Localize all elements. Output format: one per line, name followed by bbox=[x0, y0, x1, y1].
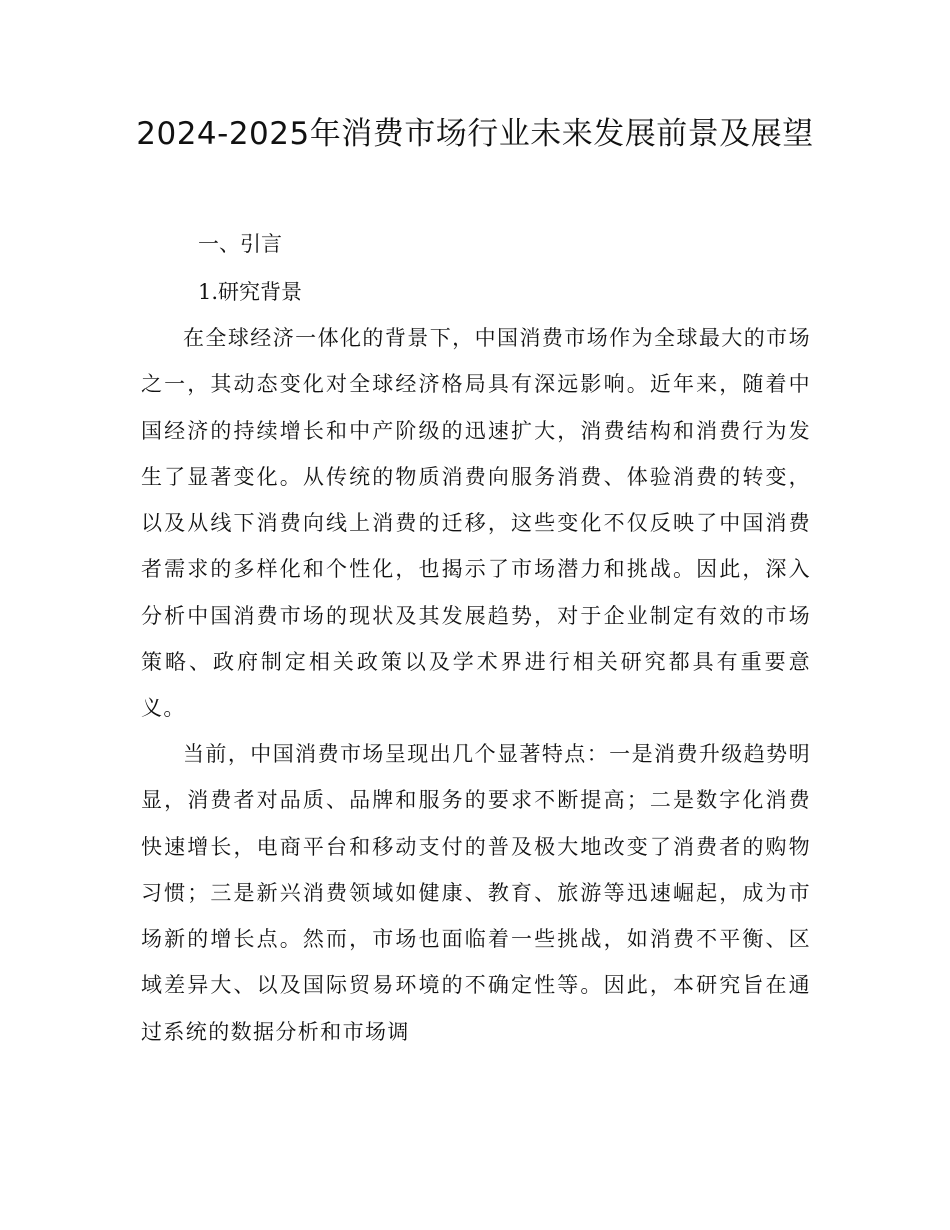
body-paragraph: 在全球经济一体化的背景下，中国消费市场作为全球最大的市场之一，其动态变化对全球经济格局具有深远影响。近年来，随着中国经济的持续增长和中产阶级的迅速扩大，消费结构和消费行为发生了显著变化。从传统的物质消费向服务消费、体验消费的转变，以及从线下消费向线上消费的迁移，这些变化不仅反映了中国消费者需求的多样化和个性化，也揭示了市场潜力和挑战。因此，深入分析中国消费市场的现状及其发展趋势，对于企业制定有效的市场策略、政府制定相关政策以及学术界进行相关研究都具有重要意义。 bbox=[141, 326, 811, 721]
subsection-heading: 1.研究背景 bbox=[198, 280, 303, 304]
document-title: 2024-2025年消费市场行业未来发展前景及展望 bbox=[136, 116, 814, 152]
section-heading: 一、引言 bbox=[198, 232, 282, 256]
body-paragraph: 当前，中国消费市场呈现出几个显著特点：一是消费升级趋势明显，消费者对品质、品牌和服务的要求不断提高；二是数字化消费快速增长，电商平台和移动支付的普及极大地改变了消费者的购物习惯；三是新兴消费领域如健康、教育、旅游等迅速崛起，成为市场新的增长点。然而，市场也面临着一些挑战，如消费不平衡、区域差异大、以及国际贸易环境的不确定性等。因此，本研究旨在通过系统的数据分析和市场调 bbox=[141, 742, 811, 1044]
